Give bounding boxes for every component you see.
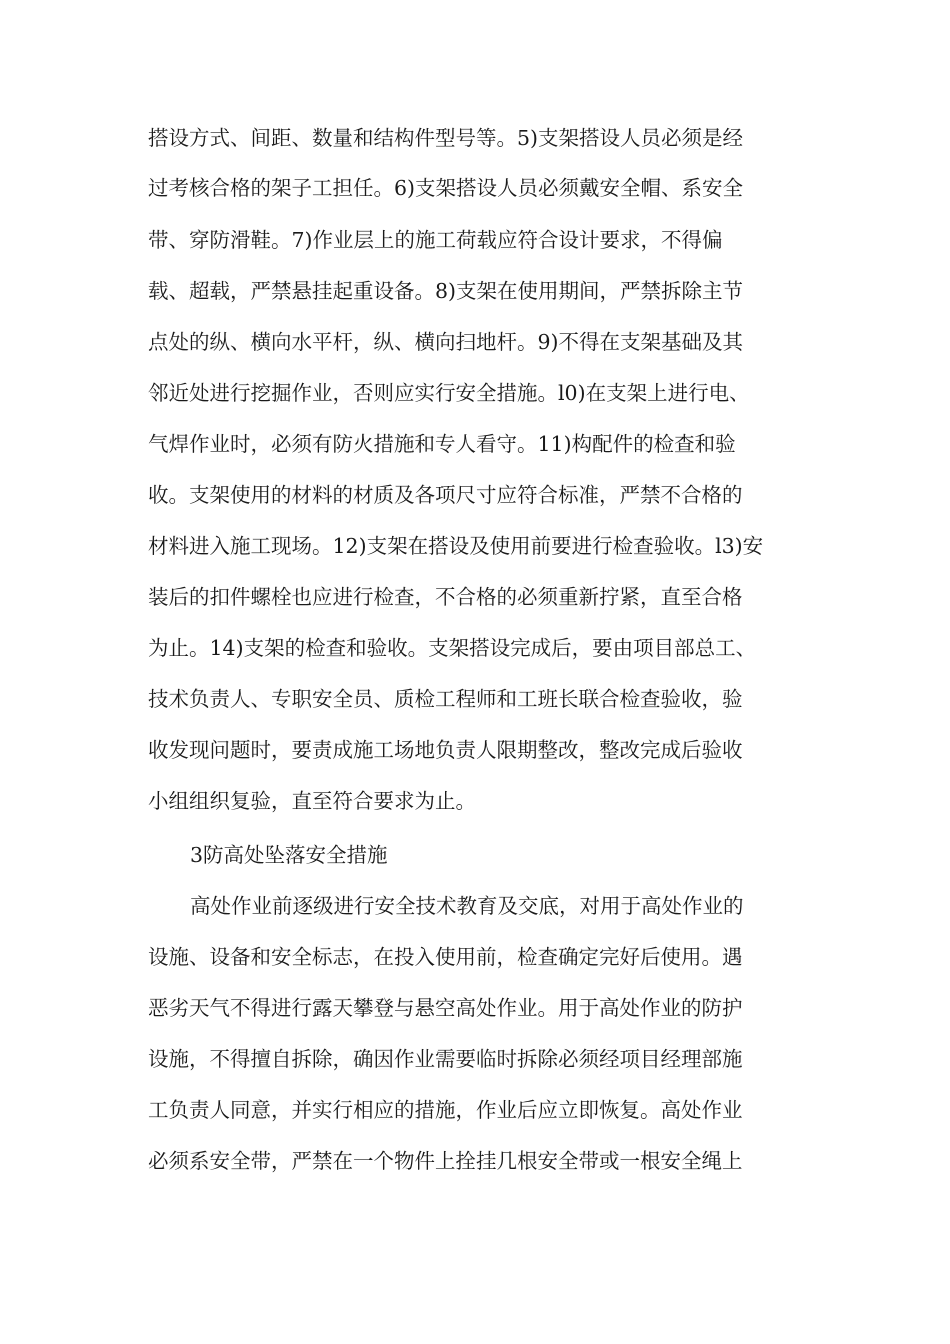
text-line: 装后的扣件螺栓也应进行检查，不合格的必须重新拧紧，直至合格 bbox=[148, 585, 743, 609]
text-line: 小组组织复验，直至符合要求为止。 bbox=[148, 789, 476, 813]
text-line: 恶劣天气不得进行露天攀登与悬空高处作业。用于高处作业的防护 bbox=[148, 996, 743, 1020]
section-heading: 3防高处坠落安全措施 bbox=[190, 843, 388, 867]
text-line: 点处的纵、横向水平杆，纵、横向扫地杆。9)不得在支架基础及其 bbox=[148, 330, 744, 354]
text-line: 搭设方式、间距、数量和结构件型号等。5)支架搭设人员必须是经 bbox=[148, 126, 744, 150]
text-line: 必须系安全带，严禁在一个物件上拴挂几根安全带或一根安全绳上 bbox=[148, 1149, 743, 1173]
text-line: 邻近处进行挖掘作业，否则应实行安全措施。l0)在支架上进行电、 bbox=[148, 381, 750, 405]
text-line: 工负责人同意，并实行相应的措施，作业后应立即恢复。高处作业 bbox=[148, 1098, 743, 1122]
text-line: 收发现问题时，要责成施工场地负责人限期整改，整改完成后验收 bbox=[148, 738, 743, 762]
text-line: 载、超载，严禁悬挂起重设备。8)支架在使用期间，严禁拆除主节 bbox=[148, 279, 744, 303]
paragraph-first-line: 高处作业前逐级进行安全技术教育及交底，对用于高处作业的 bbox=[190, 894, 744, 918]
text-line: 设施、设备和安全标志，在投入使用前，检查确定完好后使用。遇 bbox=[148, 945, 743, 969]
text-line: 收。支架使用的材料的材质及各项尺寸应符合标准，严禁不合格的 bbox=[148, 483, 743, 507]
text-line: 气焊作业时，必须有防火措施和专人看守。11)构配件的检查和验 bbox=[148, 432, 736, 456]
text-line: 材料进入施工现场。12)支架在搭设及使用前要进行检查验收。l3)安 bbox=[148, 534, 764, 558]
text-line: 过考核合格的架子工担任。6)支架搭设人员必须戴安全帽、系安全 bbox=[148, 176, 744, 200]
text-line: 设施，不得擅自拆除，确因作业需要临时拆除必须经项目经理部施 bbox=[148, 1047, 743, 1071]
text-line: 为止。14)支架的检查和验收。支架搭设完成后，要由项目部总工、 bbox=[148, 636, 757, 660]
text-line: 技术负责人、专职安全员、质检工程师和工班长联合检查验收，验 bbox=[148, 687, 743, 711]
text-line: 带、穿防滑鞋。7)作业层上的施工荷载应符合设计要求，不得偏 bbox=[148, 228, 723, 252]
